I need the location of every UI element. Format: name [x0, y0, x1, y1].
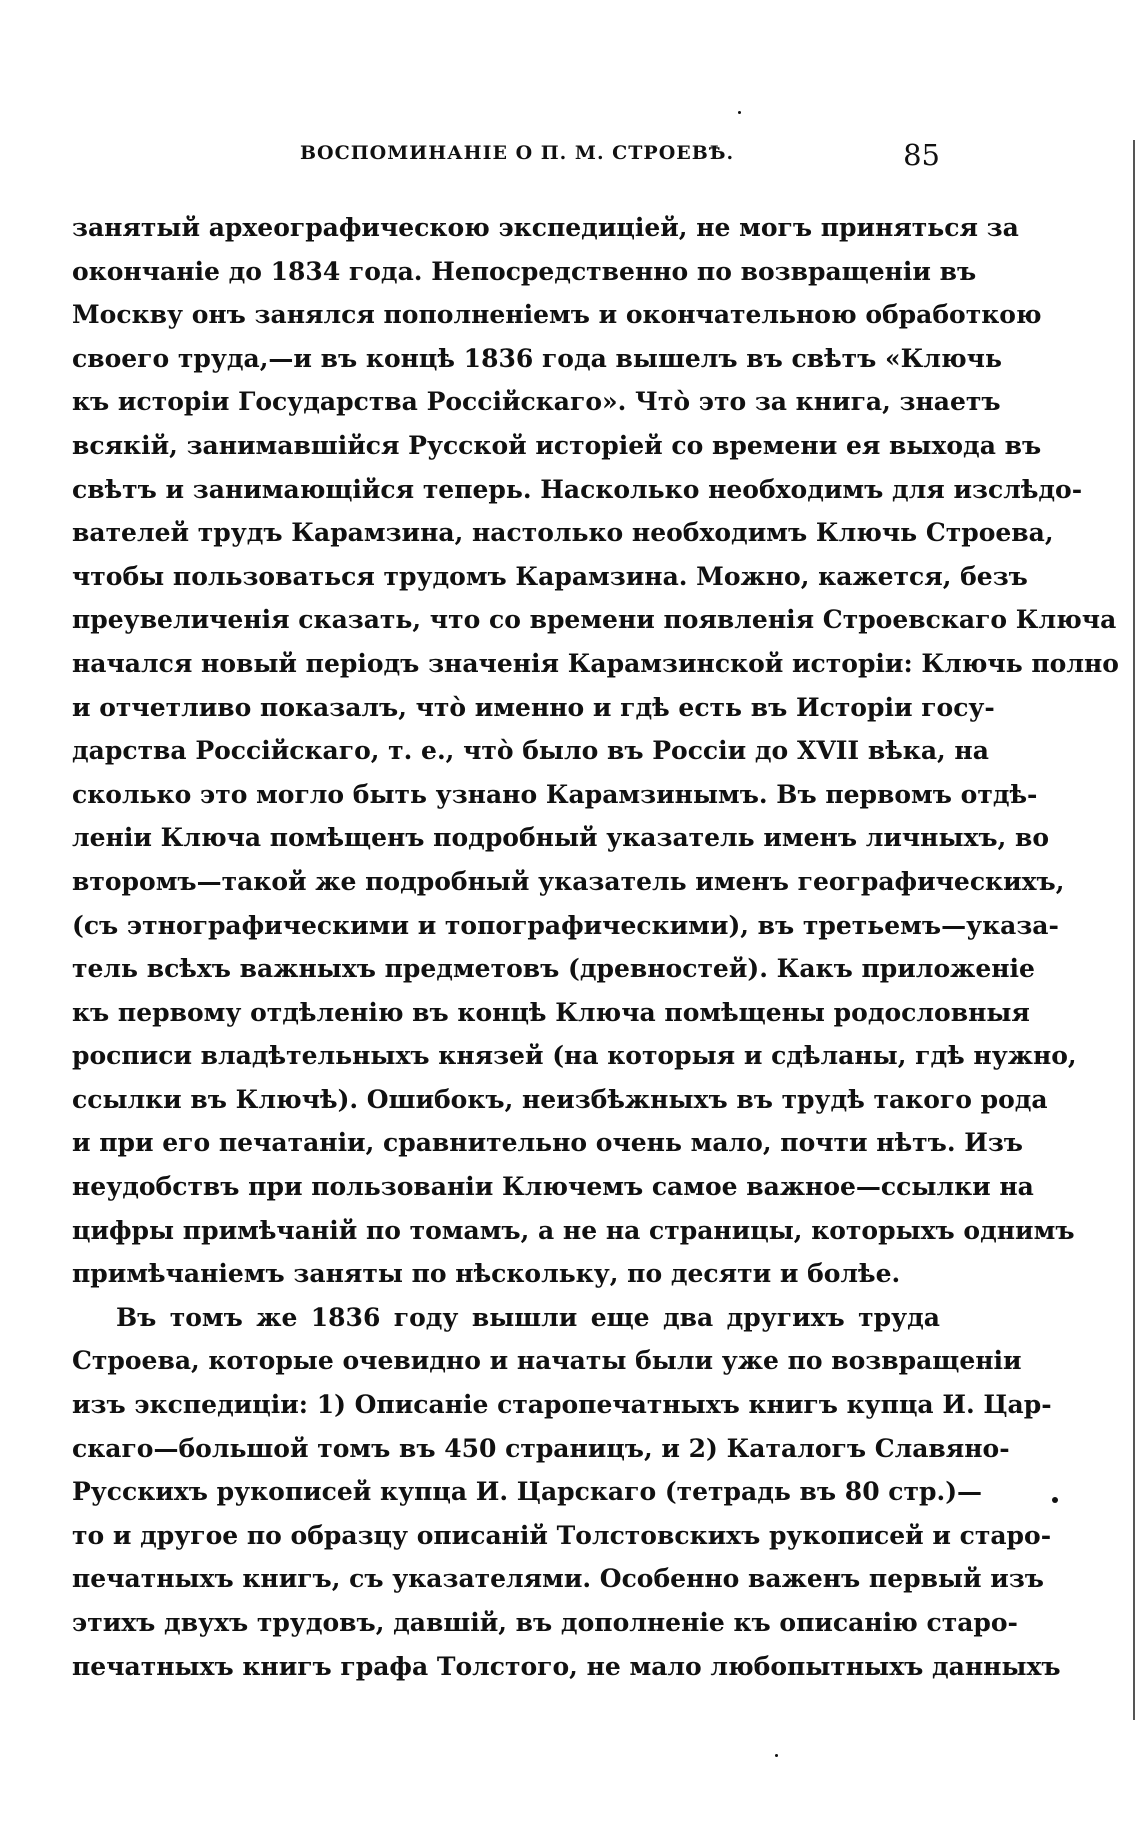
text-line: занятый археографическою экспедиціей, не могъ приняться за	[72, 213, 1019, 242]
ink-speck	[775, 1754, 778, 1757]
ink-speck	[738, 111, 741, 114]
text-line: къ исторіи Государства Россійскаго». Чтò это за книга, знаетъ	[72, 387, 1001, 417]
text-line: окончаніе до 1834 года. Непосредственно по возвращеніи въ	[72, 256, 977, 286]
text-line: дарства Россійскаго, т. е., чтò было въ Россіи до XVII вѣка, на	[72, 736, 989, 766]
text-line: чтобы пользоваться трудомъ Карамзина. Можно, кажется, безъ	[72, 561, 1028, 591]
paragraph-1	[72, 206, 1119, 1296]
text-line: сколько это могло быть узнано Карамзинымъ. Въ первомъ отдѣ-	[72, 779, 1038, 809]
running-title: ВОСПОМИНАНІЕ О П. М. СТРОЕВѢ.	[300, 142, 735, 164]
body-text	[72, 206, 1119, 1688]
text-line: росписи владѣтельныхъ князей (на которыя и сдѣланы, гдѣ нужно,	[72, 1041, 1077, 1071]
text-line: скаго—большой томъ въ 450 страницъ, и 2) Каталогъ Славяно-	[72, 1433, 1010, 1463]
page-header	[290, 138, 940, 174]
text-line: изъ экспедиціи: 1) Описаніе старопечатныхъ книгъ купца И. Цар-	[72, 1390, 1052, 1420]
text-line: и при его печатаніи, сравнительно очень мало, почти нѣтъ. Изъ	[72, 1128, 1023, 1158]
text-line: начался новый періодъ значенія Карамзинской исторіи: Ключь полно	[72, 648, 1119, 678]
text-line: этихъ двухъ трудовъ, давшій, въ дополненіе къ описанію старо-	[72, 1608, 1018, 1637]
text-line: цифры примѣчаній по томамъ, а не на страницы, которыхъ однимъ	[72, 1215, 1075, 1245]
text-line: къ первому отдѣленію въ концѣ Ключа помѣщены родословныя	[72, 997, 1030, 1027]
text-line: (съ этнографическими и топографическими), въ третьемъ—указа-	[72, 910, 1059, 940]
text-line: тель всѣхъ важныхъ предметовъ (древностей). Какъ приложеніе	[72, 954, 1035, 984]
text-line: неудобствъ при пользованіи Ключемъ самое важное—ссылки на	[72, 1172, 1034, 1202]
text-line: леніи Ключа помѣщенъ подробный указатель именъ личныхъ, во	[72, 823, 1050, 853]
text-line: Москву онъ занялся пополненіемъ и окончательною обработкою	[72, 300, 1042, 330]
text-line: свѣтъ и занимающійся теперь. Насколько необходимъ для изслѣдо-	[72, 474, 1083, 504]
text-line: второмъ—такой же подробный указатель именъ географическихъ,	[72, 866, 1065, 896]
text-line: примѣчаніемъ заняты по нѣскольку, по десяти и болѣе.	[72, 1259, 901, 1289]
text-line: Въ томъ же 1836 году вышли еще два другихъ труда	[116, 1302, 940, 1332]
text-line: печатныхъ книгъ, съ указателями. Особенно важенъ первый изъ	[72, 1564, 1044, 1594]
page-number: 85	[903, 138, 940, 172]
ink-speck	[1052, 1497, 1058, 1503]
page-edge-line	[1133, 140, 1135, 1720]
text-line: то и другое по образцу описаній Толстовскихъ рукописей и старо-	[72, 1520, 1052, 1550]
text-line: Строева, которые очевидно и начаты были уже по возвращеніи	[72, 1346, 1022, 1376]
text-line: Русскихъ рукописей купца И. Царскаго (тетрадь въ 80 стр.)—	[72, 1477, 983, 1507]
text-line: своего труда,—и въ концѣ 1836 года вышелъ въ свѣтъ «Ключь	[72, 343, 1002, 373]
text-line: всякій, занимавшійся Русской исторіей со времени ея выхода въ	[72, 430, 1042, 460]
text-line: ссылки въ Ключѣ). Ошибокъ, неизбѣжныхъ въ трудѣ такого рода	[72, 1084, 1048, 1114]
paragraph-2	[72, 1296, 1061, 1688]
text-line: печатныхъ книгъ графа Толстого, не мало любопытныхъ данныхъ	[72, 1651, 1061, 1681]
text-line: преувеличенія сказать, что со времени появленія Строевскаго Ключа	[72, 605, 1117, 635]
text-line: и отчетливо показалъ, чтò именно и гдѣ есть въ Исторіи госу-	[72, 692, 995, 722]
text-line: вателей трудъ Карамзина, настолько необходимъ Ключь Строева,	[72, 518, 1054, 548]
